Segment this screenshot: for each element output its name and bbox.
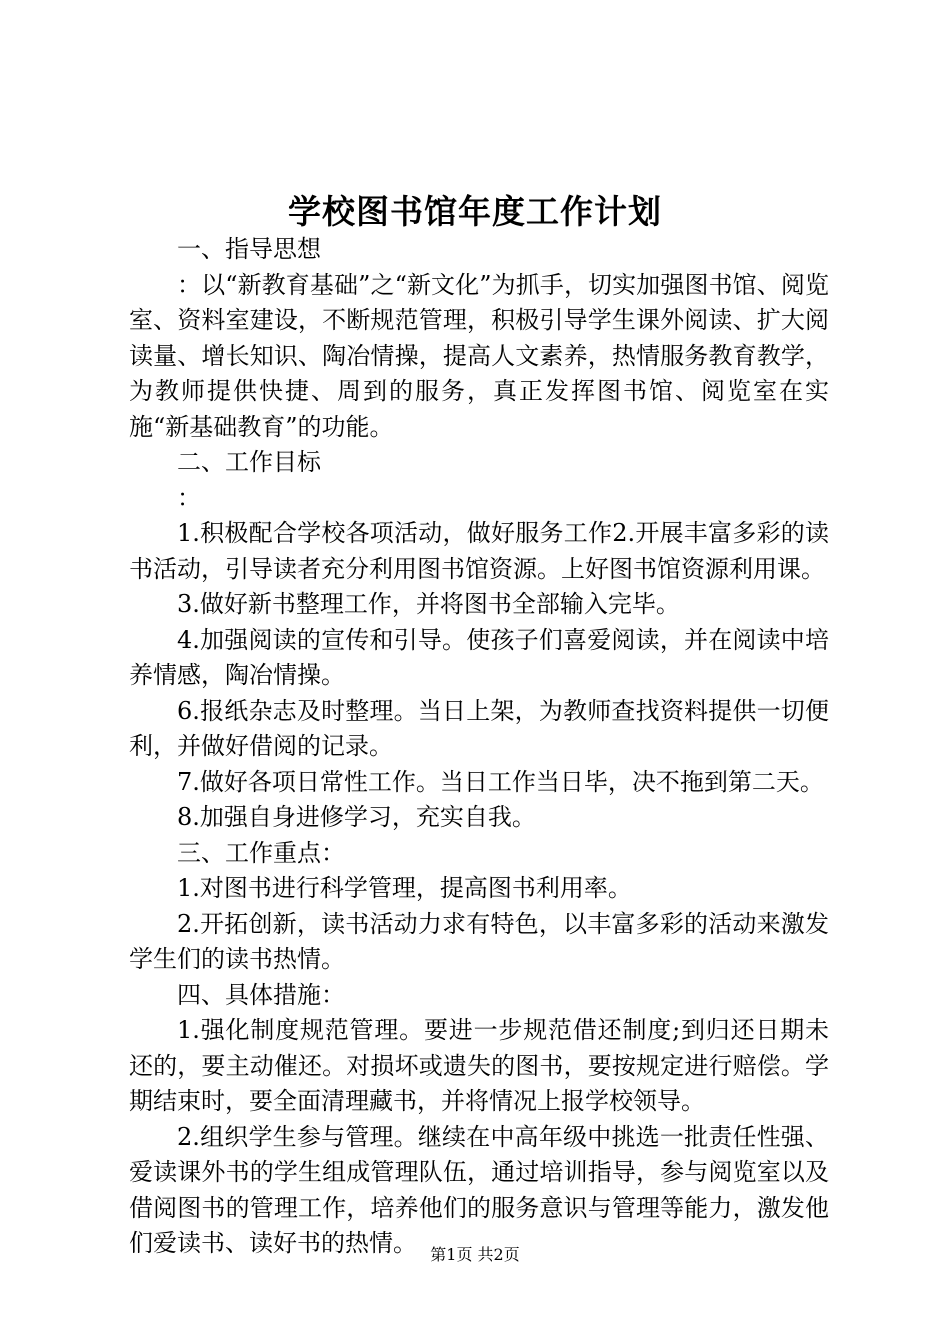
goal-item-6: 6.报纸杂志及时整理。当日上架，为教师查找资料提供一切便利，并做好借阅的记录。 bbox=[129, 696, 829, 760]
section-heading-1: 一、指导思想 bbox=[177, 235, 321, 263]
section-heading-2: 二、工作目标 bbox=[177, 448, 321, 476]
goal-item-8: 8.加强自身进修学习，充实自我。 bbox=[177, 803, 536, 831]
document-title: 学校图书馆年度工作计划 bbox=[288, 192, 662, 231]
paragraph-colon: ： bbox=[177, 483, 201, 512]
page-footer: 第1页 共2页 bbox=[430, 1245, 520, 1264]
paragraph-guiding-ideology: ：以“新教育基础”之“新文化”为抓手，切实加强图书馆、阅览室、资料室建设，不断规范管理，积极引导学生课外阅读、扩大阅读量、增长知识、陶冶情操，提高人文素养，热情服务教育教学，为教师提供快捷、周到的服务，真正发挥图书馆、阅览室在实施“新基础教育”的功能。 bbox=[129, 270, 829, 441]
goal-item-1-2: 1.积极配合学校各项活动，做好服务工作2.开展丰富多彩的读书活动，引导读者充分利用图书馆资源。上好图书馆资源利用课。 bbox=[129, 519, 829, 583]
section-heading-4: 四、具体措施： bbox=[177, 980, 345, 1009]
document-body bbox=[129, 232, 829, 1262]
section-heading-3: 三、工作重点： bbox=[177, 838, 345, 867]
goal-item-7: 7.做好各项日常性工作。当日工作当日毕，决不拖到第二天。 bbox=[177, 767, 824, 796]
measure-item-1: 1.强化制度规范管理。要进一步规范借还制度;到归还日期未还的，要主动催还。对损坏或遗失的图书，要按规定进行赔偿。学期结束时，要全面清理藏书，并将情况上报学校领导。 bbox=[129, 1016, 829, 1115]
goal-item-4: 4.加强阅读的宣传和引导。使孩子们喜爱阅读，并在阅读中培养情感，陶冶情操。 bbox=[129, 625, 829, 689]
focus-item-1: 1.对图书进行科学管理，提高图书利用率。 bbox=[177, 874, 632, 902]
goal-item-3: 3.做好新书整理工作，并将图书全部输入完毕。 bbox=[177, 590, 680, 618]
focus-item-2: 2.开拓创新，读书活动力求有特色，以丰富多彩的活动来激发学生们的读书热情。 bbox=[129, 909, 829, 973]
measure-item-2: 2.组织学生参与管理。继续在中高年级中挑选一批责任性强、爱读课外书的学生组成管理队伍，通过培训指导，参与阅览室以及借阅图书的管理工作，培养他们的服务意识与管理等能力，激发他们爱读书、读好书的热情。 bbox=[129, 1122, 829, 1257]
